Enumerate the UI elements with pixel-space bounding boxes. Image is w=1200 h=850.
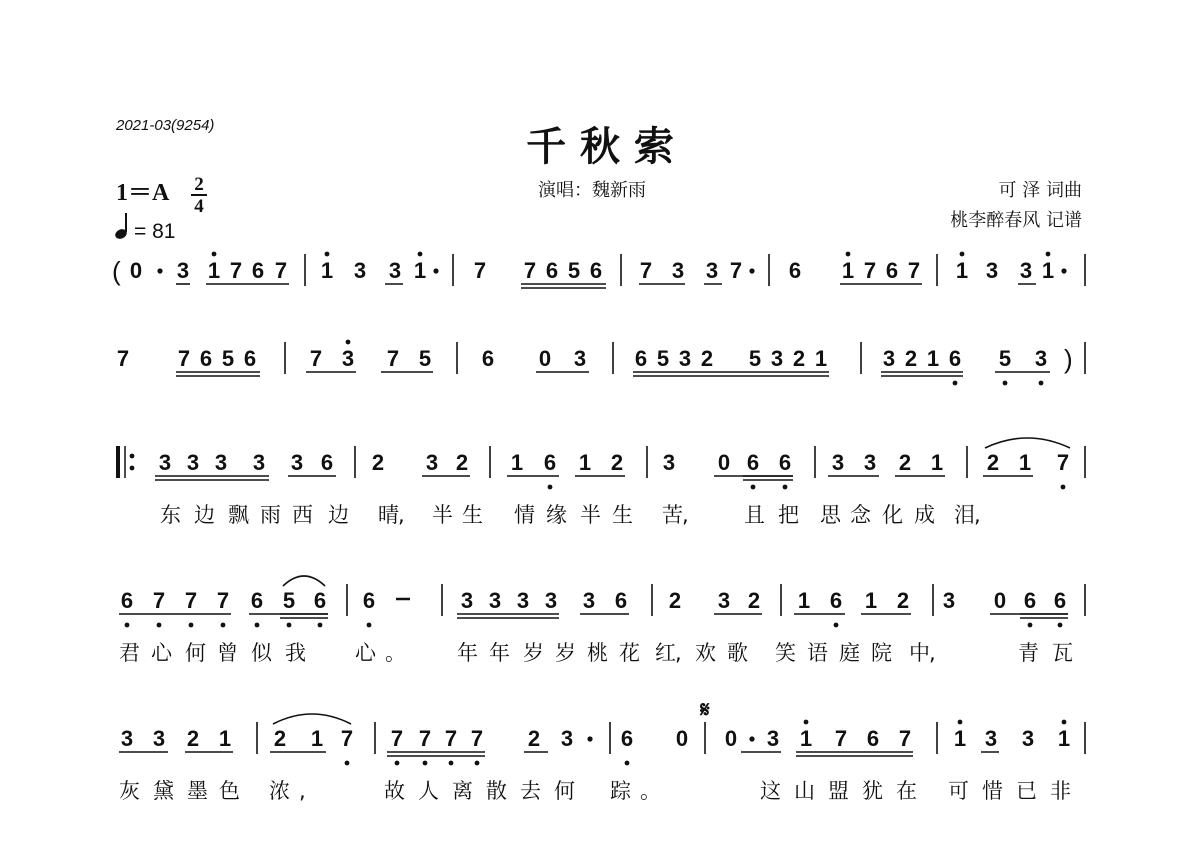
slur-tie bbox=[273, 714, 351, 724]
octave-dot bbox=[221, 623, 226, 628]
octave-dot bbox=[846, 252, 851, 257]
note-digit: 7 bbox=[152, 588, 166, 613]
lyrics-line bbox=[119, 779, 1071, 803]
score-line bbox=[119, 584, 1085, 618]
lyric-char: 离 bbox=[452, 779, 473, 803]
note-digit: 7 bbox=[444, 726, 458, 751]
note-digit: 6 bbox=[1053, 588, 1067, 613]
octave-dot bbox=[1046, 252, 1051, 257]
composer-credit: 可 泽 词曲 bbox=[998, 180, 1082, 201]
measure bbox=[883, 346, 1047, 371]
quarter-note-icon bbox=[114, 213, 129, 241]
octave-dot bbox=[1003, 381, 1008, 386]
lyric-char: 山 bbox=[794, 779, 815, 803]
note-digit: 2 bbox=[186, 726, 200, 751]
lyric-char: 色 bbox=[219, 779, 240, 803]
note-digit: 3 bbox=[766, 726, 780, 751]
note-digit: 2 bbox=[747, 588, 761, 613]
octave-dot bbox=[1061, 485, 1066, 490]
note-digit: 0 bbox=[538, 346, 552, 371]
octave-dot bbox=[548, 485, 553, 490]
lyric-char: 。 bbox=[385, 641, 406, 665]
note-digit: 7 bbox=[418, 726, 432, 751]
octave-dot bbox=[475, 761, 480, 766]
lyric-char: , bbox=[974, 503, 981, 527]
lyric-char: 歌 bbox=[727, 641, 748, 665]
measure bbox=[954, 726, 1070, 751]
measure bbox=[669, 588, 760, 613]
note-digit: 1 bbox=[864, 588, 878, 613]
octave-dot bbox=[189, 623, 194, 628]
note-digit: 6 bbox=[866, 726, 880, 751]
lyric-char: 惜 bbox=[982, 779, 1003, 803]
note-digit: 2 bbox=[668, 588, 682, 613]
octave-dot bbox=[157, 623, 162, 628]
lyric-char: 浓 bbox=[269, 779, 290, 803]
lyric-char: 墨 bbox=[187, 779, 208, 803]
lyric-char: 这 bbox=[760, 779, 781, 803]
augmentation-dot bbox=[433, 268, 438, 273]
lyric-char: 中 bbox=[909, 641, 930, 665]
note-digit: 3 bbox=[705, 258, 719, 283]
note-digit: 6 bbox=[589, 258, 603, 283]
measure bbox=[474, 258, 602, 283]
lyric-char: 雨 bbox=[260, 503, 281, 527]
lyric-char: 把 bbox=[778, 503, 799, 527]
note-digit: 7 bbox=[309, 346, 323, 371]
note-digit: 3 bbox=[353, 258, 367, 283]
note-digit: 3 bbox=[985, 258, 999, 283]
lyric-char: 岁 bbox=[523, 641, 544, 665]
closing-parenthesis: ) bbox=[1064, 344, 1073, 374]
measure bbox=[798, 588, 909, 613]
lyric-char: 散 bbox=[486, 779, 507, 803]
note-digit: 6 bbox=[788, 258, 802, 283]
note-digit: 6 bbox=[948, 346, 962, 371]
note-digit: 7 bbox=[1056, 450, 1070, 475]
note-digit: 6 bbox=[634, 346, 648, 371]
notation-body bbox=[112, 252, 1085, 803]
measure bbox=[159, 450, 333, 475]
segno-sign: 𝄋 bbox=[700, 698, 710, 723]
lyric-char: 桃 bbox=[587, 641, 608, 665]
measure bbox=[635, 346, 827, 371]
octave-dot bbox=[125, 623, 130, 628]
note-digit: 3 bbox=[152, 726, 166, 751]
measure bbox=[956, 258, 1067, 283]
lyric-char: 生 bbox=[612, 503, 633, 527]
note-digit: 2 bbox=[792, 346, 806, 371]
lyric-char: 边 bbox=[194, 503, 215, 527]
lyric-char: 花 bbox=[619, 641, 640, 665]
note-digit: 7 bbox=[834, 726, 848, 751]
lyric-char: 边 bbox=[328, 503, 349, 527]
note-digit: 1 bbox=[799, 726, 813, 751]
note-digit: 5 bbox=[282, 588, 296, 613]
note-digit: 6 bbox=[362, 588, 376, 613]
octave-dot bbox=[958, 720, 963, 725]
opening-parenthesis: ( bbox=[112, 256, 121, 286]
singer-credit: 演唱：魏新雨 bbox=[538, 180, 646, 201]
note-digit: 5 bbox=[998, 346, 1012, 371]
note-digit: 2 bbox=[700, 346, 714, 371]
note-digit: 0 bbox=[993, 588, 1007, 613]
note-digit: 6 bbox=[243, 346, 257, 371]
note-digit: 6 bbox=[829, 588, 843, 613]
note-digit: 3 bbox=[1019, 258, 1033, 283]
note-digit: 6 bbox=[250, 588, 264, 613]
lyric-char: 红 bbox=[655, 641, 676, 665]
note-digit: 6 bbox=[885, 258, 899, 283]
note-digit: 1 bbox=[510, 450, 524, 475]
note-digit: 7 bbox=[229, 258, 243, 283]
measure bbox=[391, 726, 593, 751]
note-digit: 3 bbox=[388, 258, 402, 283]
octave-dot bbox=[325, 252, 330, 257]
lyric-char: , bbox=[299, 779, 306, 803]
octave-dot bbox=[834, 623, 839, 628]
note-digit: 7 bbox=[523, 258, 537, 283]
measure bbox=[482, 346, 586, 371]
lyric-char: , bbox=[929, 641, 936, 665]
octave-dot bbox=[287, 623, 292, 628]
lyric-char: 院 bbox=[871, 641, 892, 665]
score-line bbox=[112, 254, 1085, 288]
lyric-char: 年 bbox=[457, 641, 478, 665]
lyric-char: 在 bbox=[896, 779, 917, 803]
augmentation-dot bbox=[157, 268, 162, 273]
note-digit: 3 bbox=[186, 450, 200, 475]
lyric-char: 半 bbox=[580, 503, 601, 527]
note-digit: 3 bbox=[882, 346, 896, 371]
lyric-char: 心 bbox=[355, 641, 376, 665]
measure bbox=[725, 726, 911, 751]
note-digit: 6 bbox=[320, 450, 334, 475]
note-digit: 3 bbox=[158, 450, 172, 475]
lyric-char: 西 bbox=[292, 503, 313, 527]
octave-dot bbox=[1058, 623, 1063, 628]
transcriber-credit: 桃李醉春风 记谱 bbox=[950, 210, 1082, 231]
note-digit: 2 bbox=[610, 450, 624, 475]
note-digit: 7 bbox=[863, 258, 877, 283]
note-digit: 6 bbox=[481, 346, 495, 371]
measure bbox=[321, 258, 439, 283]
note-digit: 6 bbox=[545, 258, 559, 283]
lyric-char: 语 bbox=[807, 641, 828, 665]
measure bbox=[832, 450, 943, 475]
octave-dot bbox=[318, 623, 323, 628]
lyric-char: 黛 bbox=[153, 779, 174, 803]
augmentation-dot bbox=[1061, 268, 1066, 273]
lyric-char: 灰 bbox=[119, 779, 140, 803]
note-digit: 6 bbox=[251, 258, 265, 283]
repeat-dot bbox=[130, 454, 135, 459]
lyric-char: 缘 bbox=[546, 503, 567, 527]
octave-dot bbox=[346, 340, 351, 345]
note-digit: 5 bbox=[748, 346, 762, 371]
note-digit: 3 bbox=[460, 588, 474, 613]
note-digit: 3 bbox=[290, 450, 304, 475]
note-digit: 1 bbox=[1057, 726, 1071, 751]
augmentation-dot bbox=[587, 736, 592, 741]
note-digit: 7 bbox=[274, 258, 288, 283]
note-digit: 2 bbox=[455, 450, 469, 475]
note-digit: 1 bbox=[1041, 258, 1055, 283]
note-digit: 3 bbox=[516, 588, 530, 613]
repeat-dot bbox=[130, 466, 135, 471]
measure bbox=[987, 450, 1069, 475]
augmentation-dot bbox=[749, 736, 754, 741]
lyric-char: 盟 bbox=[828, 779, 849, 803]
octave-dot bbox=[804, 720, 809, 725]
octave-dot bbox=[418, 252, 423, 257]
note-digit: 1 bbox=[218, 726, 232, 751]
measure bbox=[461, 588, 627, 613]
lyric-char: 似 bbox=[251, 641, 272, 665]
note-digit: 3 bbox=[120, 726, 134, 751]
octave-dot bbox=[395, 761, 400, 766]
note-digit: 7 bbox=[473, 258, 487, 283]
octave-dot bbox=[953, 381, 958, 386]
octave-dot bbox=[960, 252, 965, 257]
measure bbox=[117, 346, 256, 371]
octave-dot bbox=[367, 623, 372, 628]
octave-dot bbox=[212, 252, 217, 257]
note-digit: 3 bbox=[770, 346, 784, 371]
lyric-char: 飘 bbox=[228, 503, 249, 527]
note-digit: 1 bbox=[953, 726, 967, 751]
note-digit: 3 bbox=[488, 588, 502, 613]
lyric-char: 半 bbox=[432, 503, 453, 527]
measure bbox=[310, 346, 431, 371]
note-digit: 6 bbox=[620, 726, 634, 751]
note-digit: 6 bbox=[1023, 588, 1037, 613]
note-digit: 7 bbox=[390, 726, 404, 751]
note-digit: 5 bbox=[221, 346, 235, 371]
note-digit: 2 bbox=[371, 450, 385, 475]
note-digit: 3 bbox=[984, 726, 998, 751]
note-digit: 6 bbox=[746, 450, 760, 475]
measure bbox=[121, 726, 231, 751]
octave-dot bbox=[345, 761, 350, 766]
lyric-char: 可 bbox=[948, 779, 969, 803]
note-digit: 3 bbox=[176, 258, 190, 283]
lyrics-line bbox=[119, 641, 1073, 665]
measure bbox=[789, 258, 920, 283]
note-digit: 6 bbox=[120, 588, 134, 613]
note-digit: 2 bbox=[986, 450, 1000, 475]
score-code: 2021-03(9254) bbox=[116, 117, 215, 134]
measure bbox=[274, 726, 353, 751]
measure bbox=[640, 258, 755, 283]
measure bbox=[621, 726, 688, 751]
note-digit: 1 bbox=[578, 450, 592, 475]
note-digit: 6 bbox=[543, 450, 557, 475]
lyric-char: 何 bbox=[554, 779, 575, 803]
lyric-char: 故 bbox=[384, 779, 405, 803]
lyric-char: 曾 bbox=[217, 641, 238, 665]
lyric-char: 苦 bbox=[662, 503, 683, 527]
note-digit: 2 bbox=[527, 726, 541, 751]
augmentation-dot bbox=[749, 268, 754, 273]
note-digit: 6 bbox=[199, 346, 213, 371]
octave-dot bbox=[625, 761, 630, 766]
score-line bbox=[117, 342, 1085, 376]
note-digit: 3 bbox=[863, 450, 877, 475]
slur-tie bbox=[985, 438, 1070, 448]
note-digit: 1 bbox=[814, 346, 828, 371]
note-digit: 3 bbox=[1021, 726, 1035, 751]
note-digit: 3 bbox=[214, 450, 228, 475]
lyric-char: 东 bbox=[160, 503, 181, 527]
lyric-char: 非 bbox=[1050, 779, 1071, 803]
note-digit: 1 bbox=[797, 588, 811, 613]
tempo-marking: = 81 bbox=[134, 220, 176, 243]
note-digit: 1 bbox=[955, 258, 969, 283]
lyric-char: 且 bbox=[744, 503, 765, 527]
note-digit: 3 bbox=[1034, 346, 1048, 371]
note-digit: 1 bbox=[930, 450, 944, 475]
lyric-char: 化 bbox=[882, 503, 903, 527]
measure bbox=[663, 450, 791, 475]
note-digit: 0 bbox=[717, 450, 731, 475]
octave-dot bbox=[783, 485, 788, 490]
note-digit: 0 bbox=[129, 258, 143, 283]
lyric-char: 思 bbox=[820, 503, 841, 527]
lyric-char: 岁 bbox=[555, 641, 576, 665]
octave-dot bbox=[255, 623, 260, 628]
note-digit: 3 bbox=[582, 588, 596, 613]
octave-dot bbox=[751, 485, 756, 490]
note-digit: 7 bbox=[177, 346, 191, 371]
note-digit: 3 bbox=[573, 346, 587, 371]
lyric-char: 生 bbox=[462, 503, 483, 527]
time-signature-top: 2 bbox=[194, 174, 204, 195]
measure bbox=[511, 450, 623, 475]
note-digit: 2 bbox=[898, 450, 912, 475]
time-signature-bottom: 4 bbox=[194, 196, 204, 217]
score-line bbox=[119, 722, 1085, 756]
note-digit: 6 bbox=[614, 588, 628, 613]
note-digit: 3 bbox=[678, 346, 692, 371]
note-digit: 1 bbox=[310, 726, 324, 751]
note-digit: 7 bbox=[639, 258, 653, 283]
measure bbox=[372, 450, 468, 475]
lyric-char: 君 bbox=[119, 641, 140, 665]
note-digit: 1 bbox=[926, 346, 940, 371]
lyric-char: 年 bbox=[489, 641, 510, 665]
note-digit: 3 bbox=[671, 258, 685, 283]
note-digit: 2 bbox=[896, 588, 910, 613]
measure bbox=[943, 588, 1066, 613]
lyric-char: 成 bbox=[914, 503, 935, 527]
lyric-char: 我 bbox=[285, 641, 306, 665]
note-digit: 3 bbox=[425, 450, 439, 475]
page-title: 千 秋 索 bbox=[526, 124, 674, 170]
note-digit: 1 bbox=[207, 258, 221, 283]
lyric-char: 泪 bbox=[954, 503, 975, 527]
note-digit: 7 bbox=[386, 346, 400, 371]
octave-dot bbox=[423, 761, 428, 766]
note-digit: 1 bbox=[841, 258, 855, 283]
note-digit: 7 bbox=[898, 726, 912, 751]
note-digit: 1 bbox=[413, 258, 427, 283]
score-line bbox=[118, 446, 1085, 480]
note-digit: 5 bbox=[418, 346, 432, 371]
lyric-char: 去 bbox=[520, 779, 541, 803]
lyric-char: 心 bbox=[151, 641, 172, 665]
key-signature: 1＝A bbox=[116, 180, 170, 206]
lyric-char: 踪 bbox=[610, 779, 631, 803]
note-digit: 7 bbox=[116, 346, 130, 371]
note-digit: 2 bbox=[273, 726, 287, 751]
note-digit: 3 bbox=[252, 450, 266, 475]
octave-dot bbox=[1028, 623, 1033, 628]
note-digit: 5 bbox=[656, 346, 670, 371]
lyric-char: 欢 bbox=[695, 641, 716, 665]
measure bbox=[121, 588, 326, 613]
octave-dot bbox=[1039, 381, 1044, 386]
lyric-char: 犹 bbox=[862, 779, 883, 803]
lyric-char: , bbox=[682, 503, 689, 527]
lyric-char: , bbox=[675, 641, 682, 665]
lyric-char: 已 bbox=[1016, 779, 1037, 803]
note-digit: 3 bbox=[831, 450, 845, 475]
note-digit: 6 bbox=[313, 588, 327, 613]
octave-dot bbox=[449, 761, 454, 766]
note-digit: 1 bbox=[320, 258, 334, 283]
note-digit: 6 bbox=[778, 450, 792, 475]
note-digit: 7 bbox=[470, 726, 484, 751]
note-digit: 3 bbox=[662, 450, 676, 475]
note-digit: 3 bbox=[942, 588, 956, 613]
note-digit: 3 bbox=[560, 726, 574, 751]
slur-tie bbox=[283, 576, 325, 586]
note-digit: 5 bbox=[567, 258, 581, 283]
note-digit: 7 bbox=[907, 258, 921, 283]
note-digit: 7 bbox=[184, 588, 198, 613]
note-digit: 3 bbox=[341, 346, 355, 371]
lyric-char: 笑 bbox=[775, 641, 796, 665]
lyric-char: 何 bbox=[185, 641, 206, 665]
measure bbox=[363, 588, 410, 613]
lyric-char: 情 bbox=[514, 503, 535, 527]
lyric-char: 念 bbox=[850, 503, 871, 527]
note-digit: 7 bbox=[729, 258, 743, 283]
measure bbox=[130, 258, 287, 283]
lyric-char: 庭 bbox=[839, 641, 860, 665]
lyric-char: 人 bbox=[418, 779, 439, 803]
note-digit: 0 bbox=[724, 726, 738, 751]
note-digit: 3 bbox=[717, 588, 731, 613]
lyric-char: 晴 bbox=[378, 503, 399, 527]
lyric-char: 。 bbox=[640, 779, 661, 803]
lyric-char: 瓦 bbox=[1052, 641, 1073, 665]
lyric-char: , bbox=[398, 503, 405, 527]
note-digit: 7 bbox=[216, 588, 230, 613]
lyrics-line bbox=[160, 503, 981, 527]
time-signature bbox=[191, 174, 207, 217]
lyric-char: 青 bbox=[1018, 641, 1039, 665]
note-digit: 3 bbox=[544, 588, 558, 613]
note-digit: 7 bbox=[340, 726, 354, 751]
octave-dot bbox=[1062, 720, 1067, 725]
note-digit: 1 bbox=[1018, 450, 1032, 475]
note-digit: 0 bbox=[675, 726, 689, 751]
note-digit: 2 bbox=[904, 346, 918, 371]
